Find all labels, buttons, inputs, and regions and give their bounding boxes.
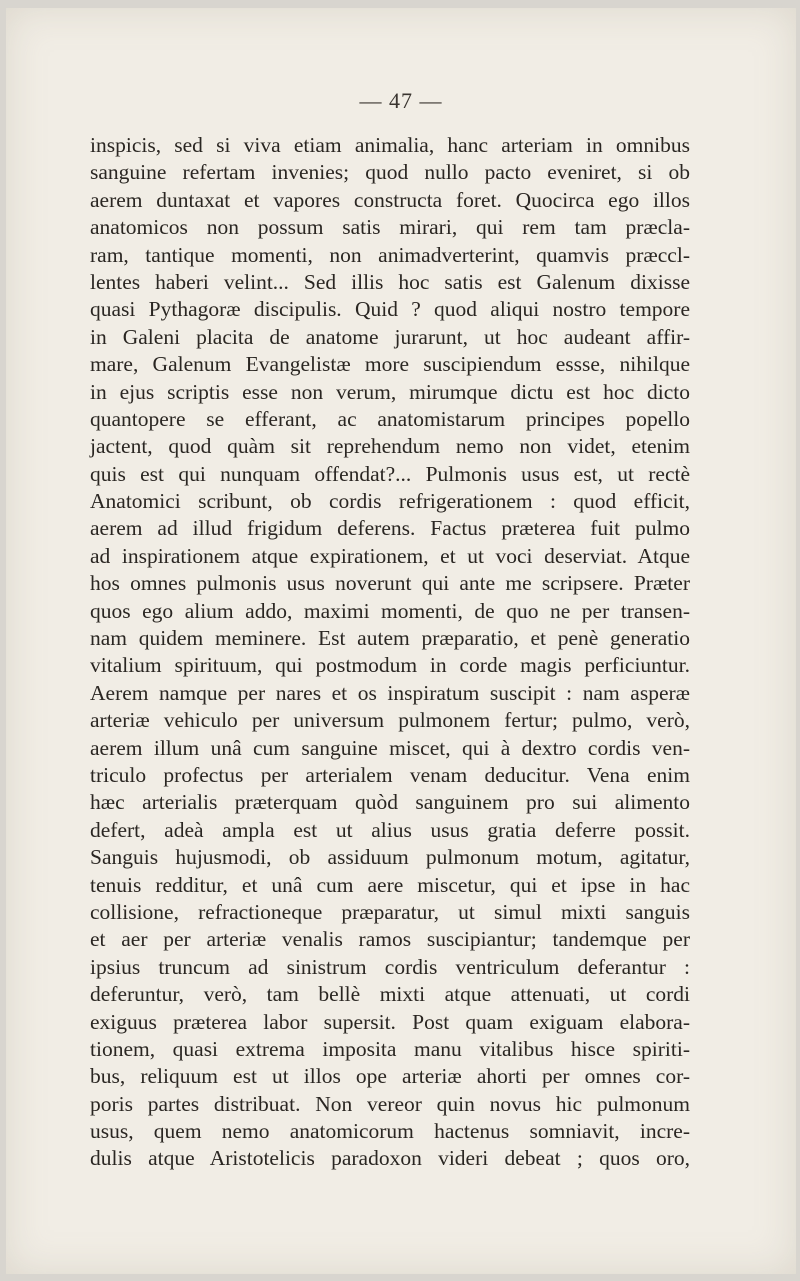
text-line: tenuis redditur, et unâ cum aere miscetur, qui et ipse in hac xyxy=(90,872,690,897)
text-line: et aer per arteriæ venalis ramos suscipiantur; tandemque per xyxy=(90,927,690,952)
text-line: ad inspirationem atque expirationem, et ut voci deserviat. Atque xyxy=(90,543,690,568)
book-page xyxy=(6,8,796,1274)
text-line: quantopere se efferant, ac anatomistarum principes popello xyxy=(90,406,690,431)
text-line: ram, tantique momenti, non animadverterint, quamvis præccl- xyxy=(90,242,690,267)
text-line: mare, Galenum Evangelistæ more suscipiendum essse, nihilque xyxy=(90,352,690,377)
text-line: Anatomici scribunt, ob cordis refrigerationem : quod efficit, xyxy=(90,489,690,514)
page-number: — 47 — xyxy=(359,88,443,113)
text-line: anatomicos non possum satis mirari, qui rem tam præcla- xyxy=(90,215,690,240)
text-line: tionem, quasi extrema imposita manu vitalibus hisce spiriti- xyxy=(90,1036,690,1061)
text-line: dulis atque Aristotelicis paradoxon videri debeat ; quos oro, xyxy=(90,1146,690,1171)
text-line: in ejus scriptis esse non verum, mirumque dictu est hoc dicto xyxy=(90,379,690,404)
text-line: aerem illum unâ cum sanguine miscet, qui à dextro cordis ven- xyxy=(90,735,690,760)
text-line: collisione, refractioneque præparatur, ut simul mixti sanguis xyxy=(90,899,690,924)
text-line: Aerem namque per nares et os inspiratum suscipit : nam asperæ xyxy=(90,680,690,705)
text-line: usus, quem nemo anatomicorum hactenus somniavit, incre- xyxy=(90,1119,690,1144)
text-line: nam quidem meminere. Est autem præparatio, et penè generatio xyxy=(90,626,690,651)
text-line: vitalium spirituum, qui postmodum in corde magis perficiuntur. xyxy=(90,653,690,678)
text-line: inspicis, sed si viva etiam animalia, hanc arteriam in omnibus xyxy=(90,133,690,157)
text-line: deferuntur, verò, tam bellè mixti atque attenuati, ut cordi xyxy=(90,982,690,1007)
body-text xyxy=(90,132,690,1173)
text-line: bus, reliquum est ut illos ope arteriæ ahorti per omnes cor- xyxy=(90,1064,690,1089)
text-line: defert, adeà ampla est ut alius usus gratia deferre possit. xyxy=(90,817,690,842)
text-line: exiguus præterea labor supersit. Post quam exiguam elabora- xyxy=(90,1009,690,1034)
text-line: arteriæ vehiculo per universum pulmonem fertur; pulmo, verò, xyxy=(90,708,690,733)
text-line: quis est qui nunquam offendat?... Pulmonis usus est, ut rectè xyxy=(90,461,690,486)
text-line: aerem ad illud frigidum deferens. Factus præterea fuit pulmo xyxy=(90,516,690,541)
text-line: quos ego alium addo, maximi momenti, de quo ne per transen- xyxy=(90,598,690,623)
text-line: quasi Pythagoræ discipulis. Quid ? quod aliqui nostro tempore xyxy=(90,297,690,322)
text-line: sanguine refertam invenies; quod nullo pacto eveniret, si ob xyxy=(90,160,690,185)
text-line: aerem duntaxat et vapores constructa foret. Quocirca ego illos xyxy=(90,187,690,212)
text-line: hos omnes pulmonis usus noverunt qui ante me scripsere. Præter xyxy=(90,571,690,596)
text-line: lentes haberi velint... Sed illis hoc satis est Galenum dixisse xyxy=(90,269,690,294)
text-line: Sanguis hujusmodi, ob assiduum pulmonum motum, agitatur, xyxy=(90,845,690,870)
text-line: hæc arterialis præterquam quòd sanguinem pro sui alimento xyxy=(90,790,690,815)
text-line: ipsius truncum ad sinistrum cordis ventriculum deferantur : xyxy=(90,954,690,979)
text-line: poris partes distribuat. Non vereor quin novus hic pulmonum xyxy=(90,1091,690,1116)
text-line: in Galeni placita de anatome jurarunt, ut hoc audeant affir- xyxy=(90,324,690,349)
text-line: jactent, quod quàm sit reprehendum nemo non videt, etenim xyxy=(90,434,690,459)
text-line: triculo profectus per arterialem venam deducitur. Vena enim xyxy=(90,762,690,787)
